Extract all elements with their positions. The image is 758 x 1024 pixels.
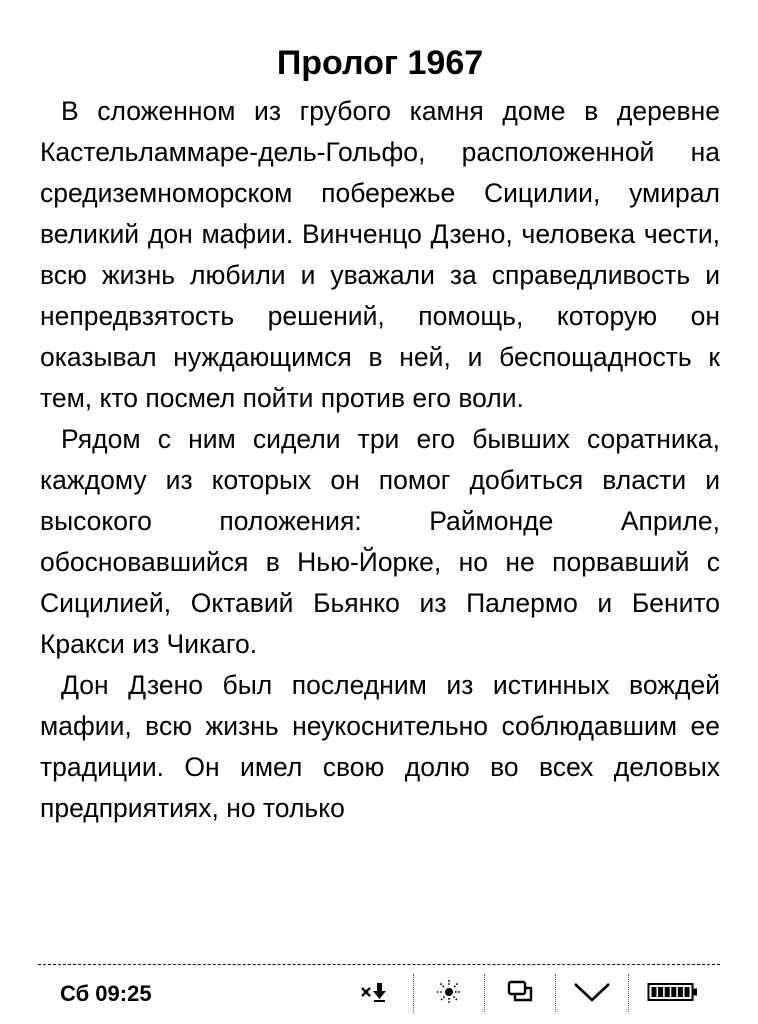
status-bar [0,966,758,1022]
brightness-icon [435,978,463,1011]
windows-icon [506,979,534,1010]
separator [413,974,414,1012]
brightness-button[interactable] [421,972,477,1016]
separator [484,974,485,1012]
battery-cell [671,987,676,997]
status-divider [38,964,720,965]
menu-toggle-button[interactable] [564,972,620,1016]
battery-cell [652,987,657,997]
task-manager-button[interactable] [492,972,548,1016]
paragraph-3: Дон Дзено был последним из истинных вождей мафии, всю жизнь неукоснительно соблюдавшим ее традиции. Он имел свою долю во всех деловых предприятиях, но только [40,670,720,823]
battery-status[interactable] [645,972,701,1016]
battery-icon [647,981,699,1008]
reading-page [40,40,720,829]
battery-cell [658,987,663,997]
separator [628,974,629,1012]
separator [555,974,556,1012]
battery-cell [665,987,670,997]
chevron-down-icon [573,980,611,1009]
paragraph-1: В сложенном из грубого камня доме в деревне Кастельламмаре-дель-Гольфо, расположенной на средиземноморском побережье Сицилии, умирал великий дон мафии. Винченцо Дзено, человека чести, всю жизнь любили и уважали за справедливость и непредвзятость решений, помощь, которую он оказывал нуждающимся в ней, и беспощадность к тем, кто посмел пойти против его воли. [40,96,720,413]
clock: Сб 09:25 [60,981,152,1006]
download-toggle-button[interactable] [348,972,404,1016]
chapter-title: Пролог 1967 [276,44,484,82]
paragraph-2: Рядом с ним сидели три его бывших соратника, каждому из которых он помог добиться власти и высокого положения: Раймонде Априле, обосновавшийся в Нью-Йорке, но не порвавший с Сицилией, Октавий Бьянко из Палермо и Бенито Кракси из Чикаго. [40,424,720,659]
wifi-off-download-icon [359,980,393,1009]
battery-cell [685,987,690,997]
battery-cell [678,987,683,997]
